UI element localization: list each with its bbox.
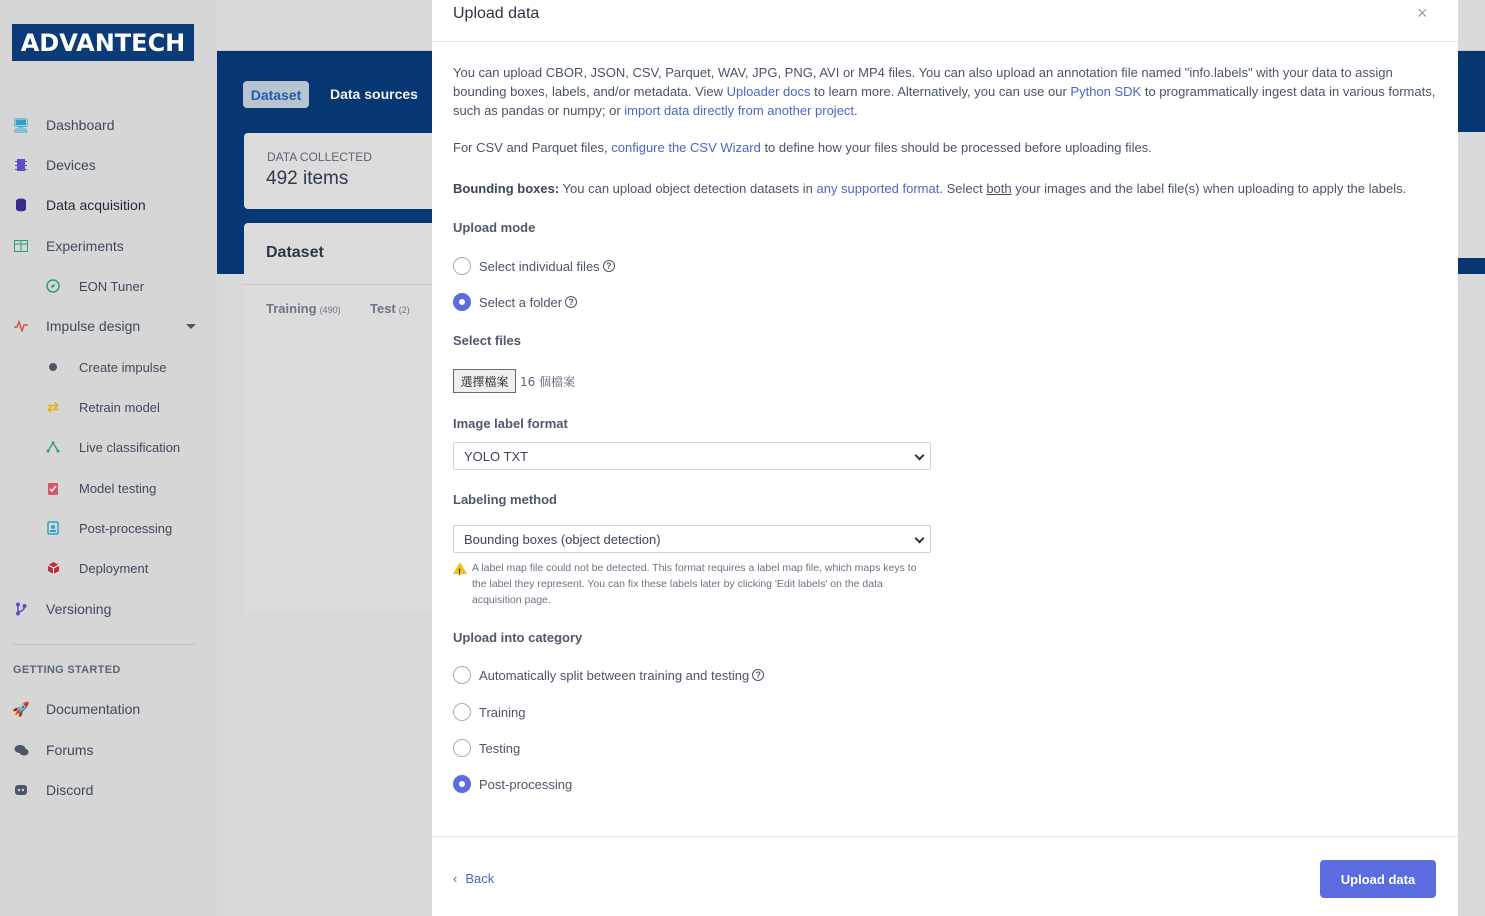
modal-title: Upload data [453, 5, 540, 22]
image-label-format-select[interactable] [453, 442, 931, 470]
radio-label: Select a folder [479, 294, 563, 310]
sidebar-item-deployment[interactable] [0, 552, 217, 584]
sidebar-item-label: Experiments [46, 238, 124, 254]
sidebar-link-documentation[interactable] [0, 693, 217, 725]
back-button[interactable]: ‹ Back [453, 871, 495, 886]
sidebar-item-eon-tuner[interactable] [0, 270, 217, 302]
chevron-left-icon: ‹ [453, 871, 458, 886]
sidebar-item-model-testing[interactable] [0, 472, 217, 504]
sidebar-item-label: Impulse design [46, 318, 141, 334]
monitor-icon: 🖥 [12, 116, 30, 133]
dataset-card [244, 223, 434, 613]
modal-header [432, 0, 1458, 42]
csv-wizard-link[interactable]: configure the CSV Wizard [611, 140, 761, 155]
dataset-divider [244, 284, 434, 285]
sidebar-item-create-impulse[interactable] [0, 351, 217, 383]
upload-data-modal [432, 0, 1458, 916]
cube-icon [45, 560, 61, 576]
tab-dataset[interactable]: Dataset [243, 81, 309, 108]
sidebar-item-data-acquisition[interactable] [0, 189, 217, 221]
modal-footer-divider [432, 836, 1458, 837]
uploader-docs-link[interactable]: Uploader docs [726, 84, 811, 99]
radio-select-individual-files[interactable] [453, 256, 615, 276]
badge-icon [45, 520, 61, 536]
sidebar-item-live-classification[interactable] [0, 431, 217, 463]
radio-button[interactable] [453, 666, 471, 684]
radio-button[interactable] [453, 293, 471, 311]
radio-label: Testing [479, 740, 521, 756]
radio-button[interactable] [453, 739, 471, 757]
labeling-method-select[interactable] [453, 525, 931, 553]
image-label-format-label: Image label format [453, 416, 568, 431]
data-collected-value: 492 items [266, 168, 349, 189]
intro-text: You can upload CBOR, JSON, CSV, Parquet, WAV, JPG, PNG, AVI or MP4 files. You can also upload an annotation file named "info.labels" with your data to assign bounding boxes, labels, and/or metadata. View Uploader docs to learn more. Alternatively, you can use our Python SDK to programmatically ingest data in various formats, such as pandas or numpy; or import data directly from another project. [453, 65, 1436, 118]
radio-auto-split[interactable] [453, 665, 764, 685]
supported-format-link[interactable]: any supported format [816, 181, 940, 196]
csv-text: For CSV and Parquet files, configure the CSV Wizard to define how your files should be processed before uploading files. [453, 140, 1152, 155]
select-files-label: Select files [453, 333, 521, 348]
sidebar-item-post-processing[interactable] [0, 512, 217, 544]
upload-data-button[interactable]: Upload data [1320, 860, 1436, 898]
radio-label: Post-processing [479, 776, 573, 792]
bounding-boxes-text: Bounding boxes: You can upload object detection datasets in any supported format. Select both your images and the label file(s) when uploading to apply the labels. [453, 181, 1407, 196]
sidebar-item-label: Live classification [79, 439, 181, 455]
chat-icon [13, 742, 29, 758]
radio-button[interactable] [453, 775, 471, 793]
sidebar-item-label: Retrain model [79, 399, 160, 415]
radio-select-folder[interactable] [453, 292, 577, 312]
section-title-getting-started: GETTING STARTED [13, 664, 121, 676]
sidebar-item-dashboard[interactable] [0, 109, 217, 141]
file-count: 16 個檔案 [520, 375, 576, 389]
warning-text: A label map file could not be detected. This format requires a label map file, which maps keys to the label they represent. You can fix these labels later by clicking 'Edit labels' on the data acquisition page. [472, 562, 917, 606]
sidebar-item-label: Create impulse [79, 359, 167, 375]
sidebar-link-discord[interactable] [0, 774, 217, 806]
sidebar-item-label: Data acquisition [46, 197, 146, 213]
label-map-warning [453, 560, 933, 608]
warning-icon: ! [453, 562, 467, 574]
chevron-down-icon[interactable] [186, 324, 196, 329]
tab-data-sources[interactable]: Data sources [330, 86, 418, 102]
radio-training[interactable] [453, 702, 525, 722]
radio-label: Automatically split between training and testing [479, 667, 750, 683]
upload-mode-label: Upload mode [453, 220, 536, 235]
sidebar-item-versioning[interactable] [0, 593, 217, 625]
close-icon[interactable]: × [1417, 3, 1428, 23]
rocket-icon: 🚀 [12, 700, 30, 717]
select-value: YOLO TXT [464, 448, 529, 464]
sidebar-item-experiments[interactable] [0, 230, 217, 262]
chip-icon [13, 157, 29, 173]
compass-icon [45, 278, 61, 294]
radio-label: Select individual files [479, 258, 600, 274]
dataset-title: Dataset [266, 244, 324, 261]
sidebar-item-label: EON Tuner [79, 278, 145, 294]
help-icon[interactable]: ? [752, 669, 764, 681]
sidebar-item-impulse-design[interactable] [0, 310, 217, 342]
data-collected-card [244, 133, 434, 209]
sidebar-item-label: Deployment [79, 560, 149, 576]
radio-label: Training [479, 704, 526, 720]
sidebar-link-forums[interactable] [0, 734, 217, 766]
tab-training[interactable]: Training (490) [266, 301, 341, 316]
python-sdk-link[interactable]: Python SDK [1070, 84, 1142, 99]
chevron-down-icon [915, 451, 925, 461]
help-icon[interactable]: ? [565, 296, 577, 308]
sidebar-item-label: Documentation [46, 701, 141, 717]
advantech-logo[interactable]: ADVANTECH [12, 24, 194, 61]
network-icon [45, 439, 61, 455]
radio-button[interactable] [453, 703, 471, 721]
upload-category-label: Upload into category [453, 630, 583, 645]
sidebar-item-label: Discord [46, 782, 94, 798]
tab-test[interactable]: Test (2) [370, 301, 410, 316]
choose-files-button[interactable]: 選擇檔案 [453, 369, 516, 393]
discord-icon [13, 782, 29, 798]
sidebar [0, 0, 217, 916]
sidebar-item-label: Forums [46, 742, 94, 758]
clipboard-check-icon [45, 480, 61, 496]
sidebar-item-retrain-model[interactable] [0, 391, 217, 423]
help-icon[interactable]: ? [603, 260, 615, 272]
radio-button[interactable] [453, 257, 471, 275]
sidebar-item-devices[interactable] [0, 149, 217, 181]
dot-icon [45, 359, 61, 375]
sidebar-divider [13, 644, 195, 645]
select-value: Bounding boxes (object detection) [464, 531, 661, 547]
shuffle-icon: ⇄ [47, 398, 59, 415]
radio-testing[interactable] [453, 738, 520, 758]
labeling-method-label: Labeling method [453, 492, 557, 507]
branch-icon [13, 601, 29, 617]
data-collected-label: DATA COLLECTED [267, 150, 372, 164]
pulse-icon [13, 318, 29, 334]
sidebar-item-label: Post-processing [79, 520, 173, 536]
database-icon [13, 197, 29, 213]
chevron-down-icon [915, 534, 925, 544]
import-project-link[interactable]: import data directly from another project [624, 103, 855, 118]
sidebar-item-label: Dashboard [46, 117, 115, 133]
header-panel-edge [1458, 132, 1485, 258]
sidebar-item-label: Model testing [79, 480, 157, 496]
sidebar-item-label: Versioning [46, 601, 112, 617]
radio-post-processing[interactable] [453, 774, 572, 794]
table-icon [13, 238, 29, 254]
sidebar-item-label: Devices [46, 157, 96, 173]
